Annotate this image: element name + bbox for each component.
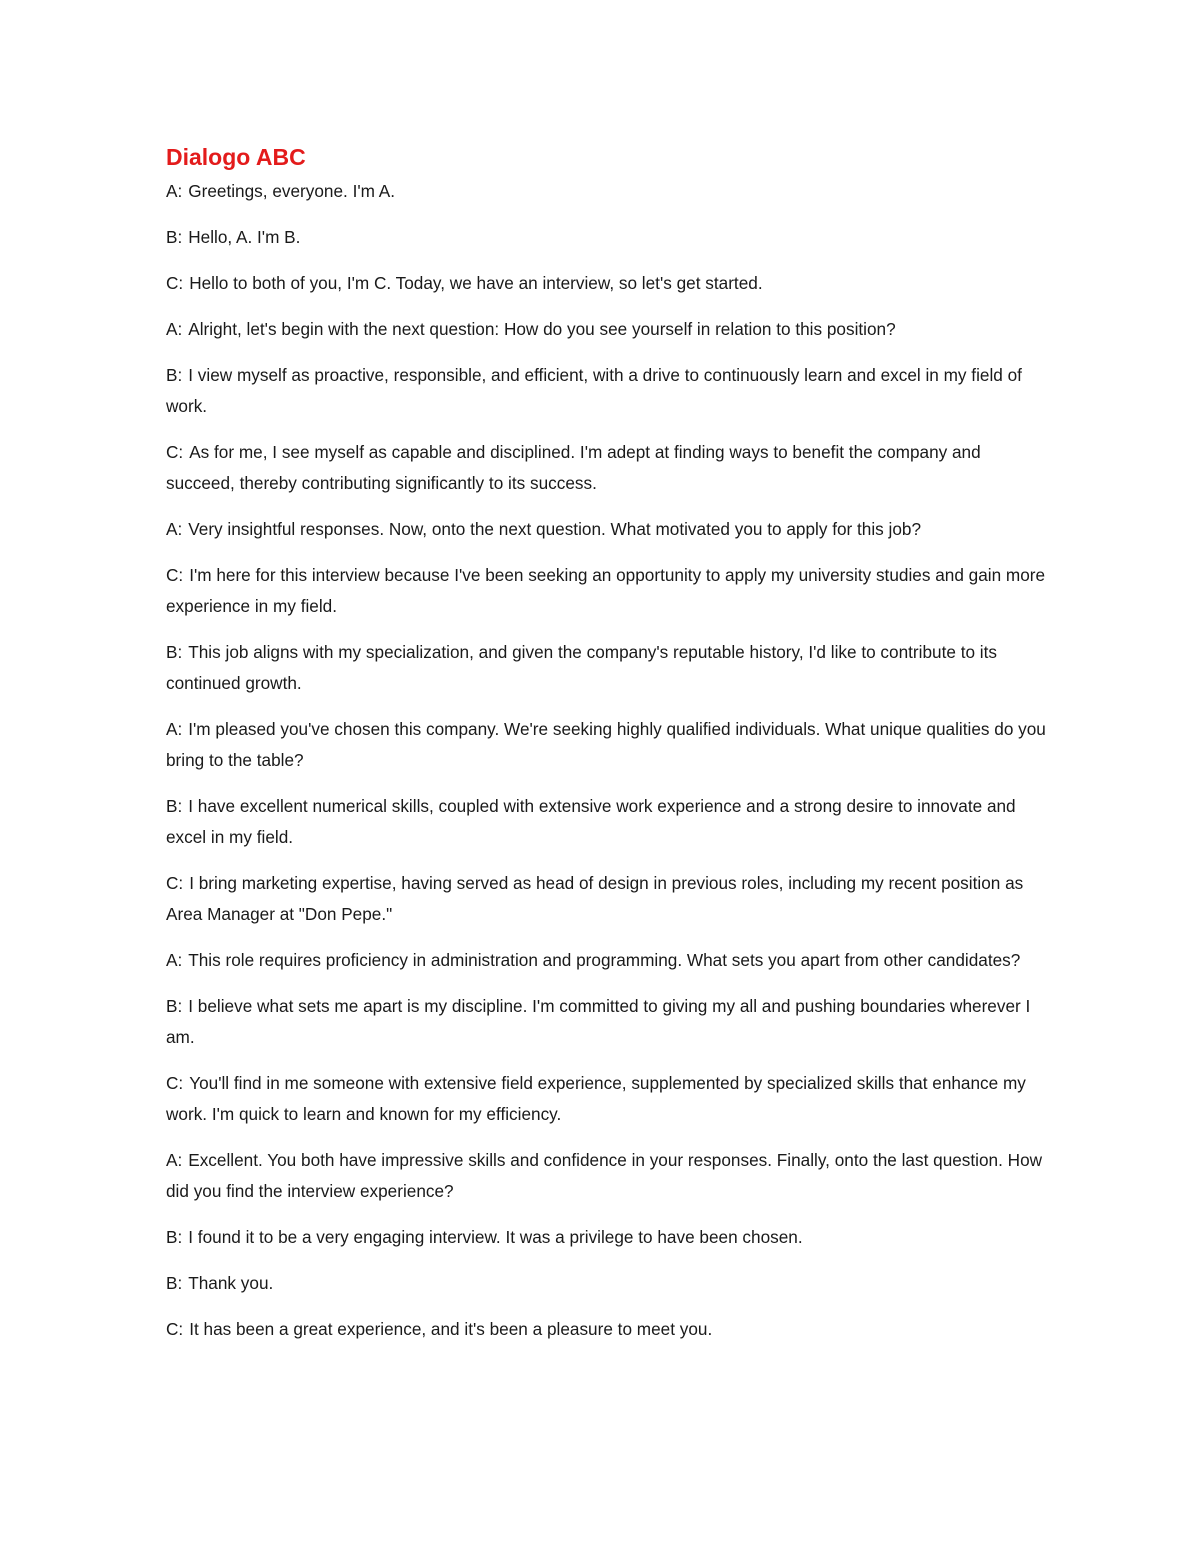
dialogue-line [166,360,1046,422]
line-text: I'm here for this interview because I've been seeking an opportunity to apply my university studies and gain more experience in my field. [166,565,1046,616]
dialogue-line [166,314,1046,345]
dialogue-line [166,791,1046,853]
dialogue-line [166,560,1046,622]
speaker-label: B: [166,1273,183,1293]
dialogue-line [166,1268,1046,1299]
speaker-label: C: [166,1073,184,1093]
line-text: Alright, let's begin with the next question: How do you see yourself in relation to this position? [188,319,896,339]
dialogue-line [166,1145,1046,1207]
speaker-label: B: [166,996,183,1016]
line-text: Excellent. You both have impressive skills and confidence in your responses. Finally, onto the last question. How did you find the interview experience? [166,1150,1043,1201]
speaker-label: A: [166,319,183,339]
dialogue-line [166,514,1046,545]
line-text: This role requires proficiency in administration and programming. What sets you apart from other candidates? [188,950,1021,970]
dialogue-line [166,714,1046,776]
speaker-label: C: [166,873,184,893]
speaker-label: B: [166,1227,183,1247]
speaker-label: A: [166,519,183,539]
dialogue-line [166,991,1046,1053]
speaker-label: B: [166,227,183,247]
line-text: I bring marketing expertise, having served as head of design in previous roles, including my recent position as Area Manager at "Don Pepe." [166,873,1024,924]
dialogue-line [166,1222,1046,1253]
speaker-label: C: [166,442,184,462]
speaker-label: C: [166,273,184,293]
line-text: I'm pleased you've chosen this company. We're seeking highly qualified individuals. What unique qualities do you bring to the table? [166,719,1046,770]
line-text: Hello, A. I'm B. [188,227,301,247]
speaker-label: B: [166,642,183,662]
line-text: It has been a great experience, and it's been a pleasure to meet you. [189,1319,713,1339]
line-text: You'll find in me someone with extensive field experience, supplemented by specialized skills that enhance my work. I'm quick to learn and known for my efficiency. [166,1073,1026,1124]
dialogue-line [166,945,1046,976]
dialogue-line [166,437,1046,499]
dialogue-line [166,176,1046,207]
speaker-label: B: [166,796,183,816]
document-title: Dialogo ABC [166,144,306,170]
dialogue-line [166,1068,1046,1130]
speaker-label: C: [166,1319,184,1339]
line-text: I believe what sets me apart is my discipline. I'm committed to giving my all and pushing boundaries wherever I am. [166,996,1031,1047]
speaker-label: A: [166,181,183,201]
line-text: This job aligns with my specialization, and given the company's reputable history, I'd like to contribute to its continued growth. [166,642,997,693]
line-text: Greetings, everyone. I'm A. [188,181,396,201]
dialogue-line [166,1314,1046,1345]
speaker-label: A: [166,950,183,970]
line-text: I view myself as proactive, responsible, and efficient, with a drive to continuously learn and excel in my field of work. [166,365,1022,416]
dialogue-line [166,268,1046,299]
line-text: I found it to be a very engaging interview. It was a privilege to have been chosen. [188,1227,803,1247]
dialogue-line [166,868,1046,930]
speaker-label: A: [166,719,183,739]
line-text: Thank you. [188,1273,274,1293]
dialogue-line [166,637,1046,699]
dialogue-line [166,222,1046,253]
line-text: Very insightful responses. Now, onto the next question. What motivated you to apply for this job? [188,519,922,539]
speaker-label: B: [166,365,183,385]
line-text: Hello to both of you, I'm C. Today, we have an interview, so let's get started. [189,273,763,293]
speaker-label: A: [166,1150,183,1170]
speaker-label: C: [166,565,184,585]
line-text: I have excellent numerical skills, coupled with extensive work experience and a strong desire to innovate and excel in my field. [166,796,1016,847]
line-text: As for me, I see myself as capable and disciplined. I'm adept at finding ways to benefit the company and succeed, thereby contributing significantly to its success. [166,442,981,493]
document-body [166,139,1046,1360]
